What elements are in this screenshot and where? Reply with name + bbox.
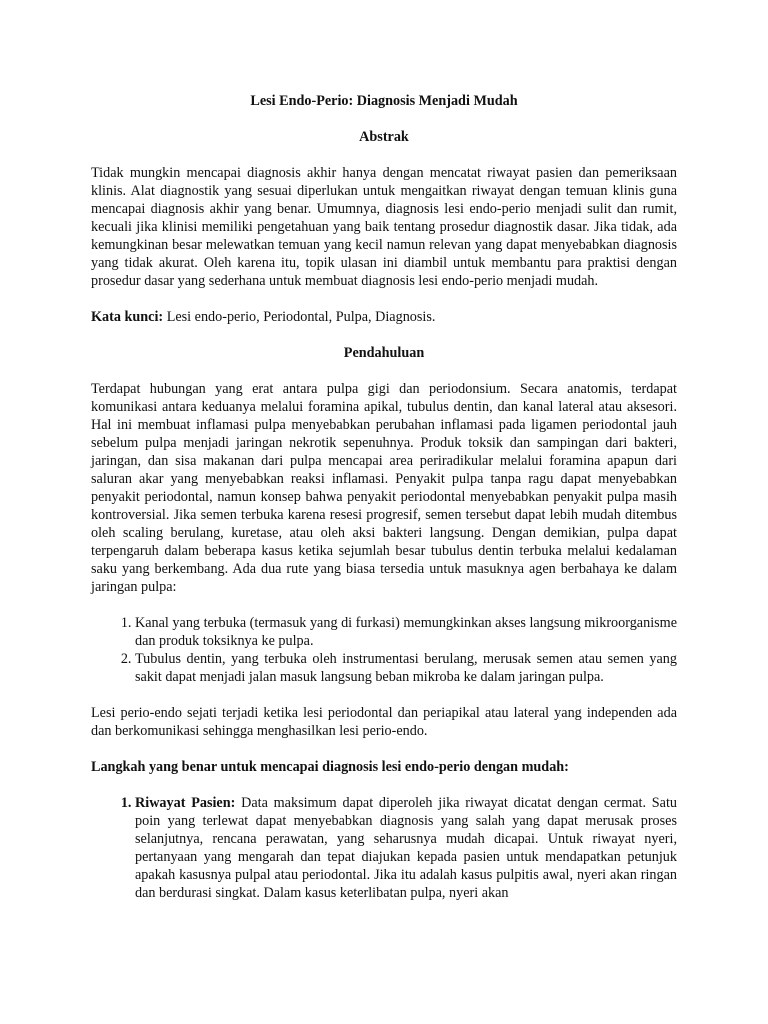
keywords-line: [91, 308, 677, 326]
abstract-paragraph: Tidak mungkin mencapai diagnosis akhir hanya dengan mencatat riwayat pasien dan pemeriksaan klinis. Alat diagnostik yang sesuai diperlukan untuk mengaitkan riwayat dengan temuan klinis guna mencapai diagnosis akhir yang benar. Umumnya, diagnosis lesi endo-perio menjadi sulit dan rumit, kecuali jika klinisi memiliki pengetahuan yang baik tentang prosedur diagnostik dasar. Jika tidak, ada kemungkinan besar melewatkan temuan yang kecil namun relevan yang dapat menyebabkan diagnosis yang tidak akurat. Oleh karena itu, topik ulasan ini diambil untuk membantu para praktisi dengan prosedur dasar yang sederhana untuk membuat diagnosis lesi endo-perio menjadi mudah.: [91, 165, 677, 289]
keywords-text: Lesi endo-perio, Periodontal, Pulpa, Diagnosis.: [163, 309, 436, 325]
step-label: Riwayat Pasien:: [135, 795, 236, 811]
routes-list: [91, 614, 677, 686]
intro-heading: Pendahuluan: [343, 345, 425, 361]
list-item: 2. Tubulus dentin, yang terbuka oleh instrumentasi berulang, merusak semen atau semen yang sakit dapat menjadi jalan masuk langsung beban mikroba ke dalam jaringan pulpa.: [135, 650, 677, 686]
steps-heading: Langkah yang benar untuk mencapai diagnosis lesi endo-perio dengan mudah:: [91, 759, 569, 775]
document-title: Lesi Endo-Perio: Diagnosis Menjadi Mudah: [250, 93, 518, 109]
intro-paragraph: Terdapat hubungan yang erat antara pulpa gigi dan periodonsium. Secara anatomis, terdapat komunikasi antara keduanya melalui foramina apikal, tubulus dentin, dan kanal lateral atau aksesori. Hal ini membuat inflamasi pulpa menyebabkan perubahan inflamasi pada ligamen periodontal jauh sebelum pulpa menjadi jaringan nekrotik sepenuhnya. Produk toksik dan sampingan dari bakteri, jaringan, dan sisa makanan dari pulpa mencapai area periradikular melalui foramina apapun dari saluran akar yang menyebabkan reaksi inflamasi. Penyakit pulpa tanpa ragu dapat menyebabkan penyakit periodontal, namun konsep bahwa penyakit periodontal menyebabkan penyakit pulpa masih kontroversial. Jika semen terbuka karena resesi progresif, semen tersebut dapat lebih mudah ditembus oleh scaling berulang, kuretase, atau oleh aksi bakteri langsung. Dengan demikian, pulpa dapat terpengaruh dalam beberapa kasus ketika sejumlah besar tubulus dentin terbuka melalui kedalaman saku yang berkembang. Ada dua rute yang biasa tersedia untuk masuknya agen berbahaya ke dalam jaringan pulpa:: [91, 381, 677, 595]
abstract-heading: Abstrak: [359, 129, 409, 145]
list-item: 1. Kanal yang terbuka (termasuk yang di furkasi) memungkinkan akses langsung mikroorganisme dan produk toksiknya ke pulpa.: [135, 614, 677, 650]
document-page: [91, 92, 677, 902]
keywords-label: Kata kunci:: [91, 309, 164, 325]
perio-endo-paragraph: Lesi perio-endo sejati terjadi ketika lesi periodontal dan periapikal atau lateral yang independen ada dan berkomunikasi sehingga menghasilkan lesi perio-endo.: [91, 705, 677, 739]
step-text: Data maksimum dapat diperoleh jika riwayat dicatat dengan cermat. Satu poin yang terlewat dapat menyebabkan diagnosis yang salah yang dapat merusak proses selanjutnya, rencana perawatan, yang seharusnya mudah dicapai. Untuk riwayat nyeri, pertanyaan yang mengarah dan tepat diajukan kepada pasien untuk mendapatkan petunjuk apakah kasusnya pulpal atau periodontal. Jika itu adalah kasus pulpitis awal, nyeri akan ringan dan berdurasi singkat. Dalam kasus keterlibatan pulpa, nyeri akan: [135, 795, 677, 901]
list-item: [135, 794, 677, 902]
steps-list: [91, 794, 677, 902]
